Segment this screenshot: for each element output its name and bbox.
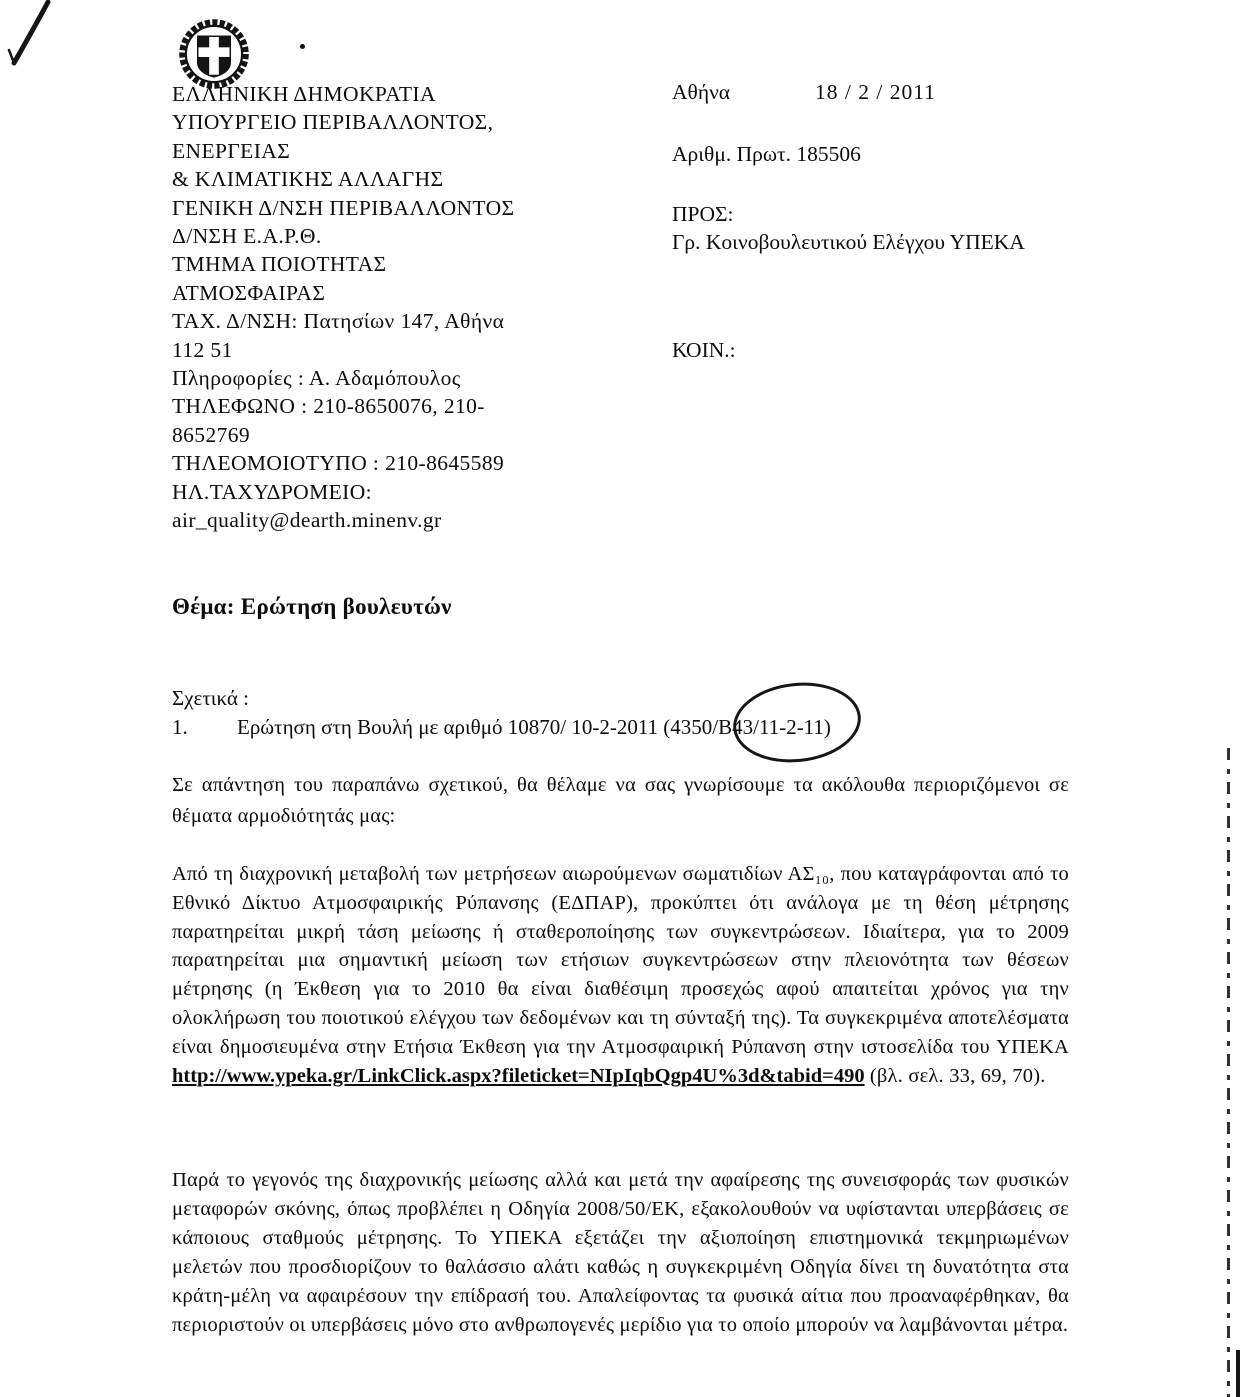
paragraph-2-text: Από τη διαχρονική μεταβολή των μετρήσεων αιωρούμενων σωματιδίων ΑΣ₁₀, που καταγράφονται από το Εθνικό Δίκτυο Ατμοσφαιρικής Ρύπανσης (ΕΔΠΑΡ), προκύπτει ότι ανάλογα με τη θέση μέτρησης παρατηρείται μικρή τάση μείωσης ή σταθεροποίησης των συγκεντρώσεων. Ιδιαίτερα, για το 2009 παρατηρείται μια σημαντική μείωση των ετήσιων συγκεντρώσεων στην πλειονότητα των θέσεων μέτρησης (η Έκθεση για το 2010 θα είναι διαθέσιμη προσεχώς αφού απαιτείται χρόνος για την ολοκλήρωση του ποιοτικού ελέγχου των δεδομένων και τη σύνταξή της). Τα συγκεκριμένα αποτελέσματα είναι δημοσιευμένα στην Ετήσια Έκθεση για την Ατμοσφαιρική Ρύπανση στην ιστοσελίδα του ΥΠΕΚΑ bbox=[172, 863, 1069, 1058]
letterhead-line: ΤΗΛΕΟΜΟΙΟΤΥΠΟ : 210-8645589 bbox=[172, 451, 505, 476]
ypeka-report-url: http://www.ypeka.gr/LinkClick.aspx?fileticket=NIpIqbQgp4U%3d&tabid=490 bbox=[172, 1064, 865, 1087]
cc-label: ΚΟΙΝ.: bbox=[672, 338, 736, 362]
letterhead-line: 112 51 bbox=[172, 337, 233, 362]
letterhead-line: ΥΠΟΥΡΓΕΙΟ ΠΕΡΙΒΑΛΛΟΝΤΟΣ, bbox=[172, 110, 494, 135]
pen-slash-mark bbox=[0, 0, 70, 80]
letterhead-line: Δ/ΝΣΗ Ε.Α.Ρ.Θ. bbox=[172, 224, 322, 249]
letterhead-line: ΤΑΧ. Δ/ΝΣΗ: Πατησίων 147, Αθήνα bbox=[172, 309, 505, 334]
body-paragraph-3: Παρά το γεγονός της διαχρονικής μείωσης αλλά και μετά την αφαίρεσης της συνεισφοράς των φυσικών μεταφορών σκόνης, όπως προβλέπει η Οδηγία 2008/50/ΕΚ, εξακολουθούν να υφίστανται υπερβάσεις σε κάποιους σταθμούς μέτρησης. Το ΥΠΕΚΑ εξετάζει την αξιοποίηση επιστημονικά τεκμηριωμένων μελετών που προσδιορίζουν το θαλάσσιο αλάτι καθώς η συγκεκριμένη Οδηγία δίνει τη δυνατότητα στα κράτη-μέλη να αφαιρέσουν την επίδρασή του. Απαλείφοντας τα φυσικά αίτια που προαναφέρθηκαν, θα περιοριστούν οι υπερβάσεις μόνο στο ανθρωπογενές μερίδιο για το οποίο μπορούν να λαμβάνονται μέτρα. bbox=[172, 1169, 1069, 1336]
date-row bbox=[672, 80, 1192, 110]
letterhead-line: ΕΛΛΗΝΙΚΗ ΔΗΜΟΚΡΑΤΙΑ bbox=[172, 82, 436, 106]
letterhead-line: ΤΜΗΜΑ ΠΟΙΟΤΗΤΑΣ bbox=[172, 252, 387, 277]
letterhead-line: Πληροφορίες : Α. Αδαμόπουλος bbox=[172, 366, 461, 391]
body-paragraph-2 bbox=[172, 860, 1069, 1090]
to-label: ΠΡΟΣ: bbox=[672, 202, 734, 226]
protocol-number: Αριθμ. Πρωτ. 185506 bbox=[672, 142, 861, 166]
city-label: Αθήνα bbox=[672, 80, 731, 104]
letter-meta-block bbox=[672, 80, 1192, 362]
letterhead-org-block bbox=[172, 80, 652, 535]
subject-line: Θέμα: Ερώτηση βουλευτών bbox=[172, 594, 452, 619]
scan-artifact-dashed-line bbox=[1227, 748, 1230, 1397]
letterhead-line: ΓΕΝΙΚΗ Δ/ΝΣΗ ΠΕΡΙΒΑΛΛΟΝΤΟΣ bbox=[172, 195, 515, 220]
related-text-before: Ερώτηση στη Βουλή με αριθμό 10870/ 10-2-2011 ( bbox=[237, 715, 671, 739]
letterhead-line: air_quality@dearth.minenv.gr bbox=[172, 508, 442, 533]
letterhead-line: ΗΛ.ΤΑΧΥΔΡΟΜΕΙΟ: bbox=[172, 479, 373, 504]
related-item-number: 1. bbox=[172, 715, 188, 739]
related-text-after: 43/11-2-11) bbox=[732, 715, 831, 739]
scan-artifact-thick-line bbox=[1236, 1350, 1240, 1397]
related-label: Σχετικά : bbox=[172, 686, 249, 710]
letterhead-line: 8652769 bbox=[172, 422, 251, 447]
letterhead-line: & ΚΛΙΜΑΤΙΚΗΣ ΑΛΛΑΓΗΣ bbox=[172, 167, 444, 192]
to-recipient: Γρ. Κοινοβουλευτικού Ελέγχου ΥΠΕΚΑ bbox=[672, 230, 1025, 254]
letterhead-line: ΑΤΜΟΣΦΑΙΡΑΣ bbox=[172, 280, 326, 305]
letter-date: 18 / 2 / 2011 bbox=[815, 80, 936, 104]
scan-speck bbox=[300, 44, 305, 49]
paragraph-2-text-after: (βλ. σελ. 33, 69, 70). bbox=[864, 1064, 1046, 1087]
letterhead-line: ΤΗΛΕΦΩΝΟ : 210-8650076, 210- bbox=[172, 394, 485, 419]
related-item-text bbox=[237, 715, 1137, 740]
letterhead-line: ΕΝΕΡΓΕΙΑΣ bbox=[172, 138, 291, 163]
related-text-circled: 4350/Β bbox=[670, 715, 733, 739]
body-paragraph-1: Σε απάντηση του παραπάνω σχετικού, θα θέλαμε να σας γνωρίσουμε τα ακόλουθα περιοριζόμενοι σε θέματα αρμοδιότητάς μας: bbox=[172, 774, 1069, 827]
